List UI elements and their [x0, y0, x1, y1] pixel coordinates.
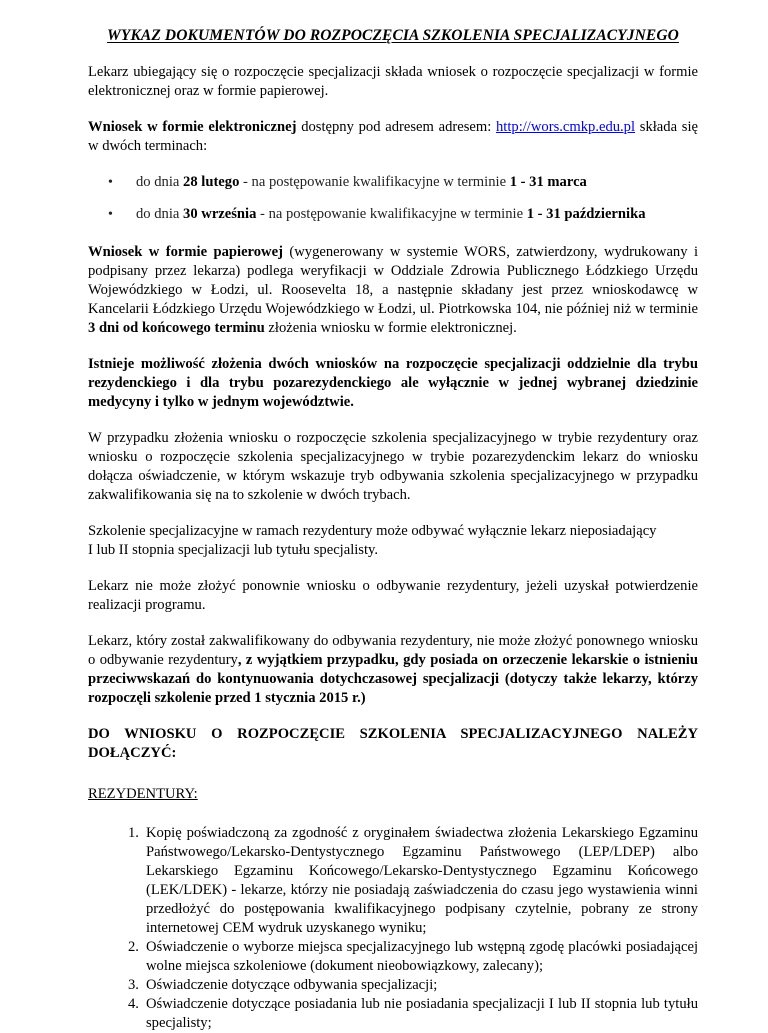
electronic-lead: Wniosek w formie elektronicznej — [88, 119, 297, 135]
no-reapply-paragraph: Lekarz nie może złożyć ponownie wniosku o odbywanie rezydentury, jeżeli uzyskał potwierdzenie realizacji programu. — [88, 578, 698, 613]
list-item: 2. Oświadczenie o wyborze miejsca specjalizacyjnego lub wstępną zgodę placówki posiadającej wolne miejsca szkoleniowe (dokument nieobowiązkowy, zalecany); — [128, 939, 698, 974]
residency-eligibility-paragraph: Szkolenie specjalizacyjne w ramach rezydentury może odbywać wyłącznie lekarz nieposiadający I lub II stopnia specjalizacji lub tytułu specjalisty. — [88, 523, 657, 558]
residency-heading: REZYDENTURY: — [88, 786, 198, 802]
paper-application-paragraph: Wniosek w formie papierowej (wygenerowany w systemie WORS, zatwierdzony, wydrukowany i podpisany przez lekarza) podlega weryfikacji w Oddziale Zdrowia Publicznego Łódzkiego Urzędu Wojewódzkiego w Łodzi, ul. Roosevelta 18, a następnie składany jest przez wnioskodawcę w Kancelarii Łódzkiego Urzędu Wojewódzkiego w Łodzi, ul. Piotrkowska 104, nie później niż w terminie 3 dni od końcowego terminu złożenia wniosku w formie elektronicznej. — [88, 244, 698, 336]
page-title: WYKAZ DOKUMENTÓW DO ROZPOCZĘCIA SZKOLENIA SPECJALIZACYJNEGO — [107, 27, 679, 44]
list-item: 3. Oświadczenie dotyczące odbywania specjalizacji; — [128, 977, 438, 993]
two-applications-paragraph: Istnieje możliwość złożenia dwóch wniosków na rozpoczęcie specjalizacji oddzielnie dla trybu rezydenckiego i dla trybu pozarezydenckiego ale wyłącznie w jednej wybranej dziedzinie medycyny i tylko w jednym województwie. — [88, 356, 698, 410]
list-item: 4. Oświadczenie dotyczące posiadania lub nie posiadania specjalizacji I lub II stopnia lub tytułu specjalisty; — [128, 996, 698, 1031]
list-item: 1. Kopię poświadczoną za zgodność z oryginałem świadectwa złożenia Lekarskiego Egzaminu Państwowego/Lekarsko-Dentystycznego Egzaminu Państwowego (LEP/LDEP) albo Lekarskiego Egzaminu Końcowego/Lekarsko-Dentystycznego Egzaminu Końcowego (LEK/LDEK) - lekarze, którzy nie posiadają zaświadczenia do czasu jego wystawienia winni przedłożyć do postępowania kwalifikacyjnego podpisany czytelnie, pobrany ze strony internetowej CEM wydruk uzyskanego wyniku; — [128, 825, 698, 936]
list-item: • do dnia 28 lutego - na postępowanie kwalifikacyjne w terminie 1 - 31 marca — [88, 173, 698, 192]
exception-paragraph: Lekarz, który został zakwalifikowany do odbywania rezydentury, nie może złożyć ponownego wniosku o odbywanie rezydentury, z wyjątkiem przypadku, gdy posiada on orzeczenie lekarskie o istnieniu przeciwwskazań do kontynuowania dotychczasowej specjalizacji (dotyczy także lekarzy, którzy rozpoczęli szkolenie przed 1 stycznia 2015 r.) — [88, 633, 698, 706]
intro-paragraph: Lekarz ubiegający się o rozpoczęcie specjalizacji składa wniosek o rozpoczęcie specjalizacji w formie elektronicznej oraz w formie papierowej. — [88, 64, 698, 99]
documents-list — [88, 824, 698, 1033]
attachments-heading: DO WNIOSKU O ROZPOCZĘCIE SZKOLENIA SPECJALIZACYJNEGO NALEŻY DOŁĄCZYĆ: — [88, 726, 698, 761]
wors-link[interactable]: http://wors.cmkp.edu.pl — [496, 119, 636, 135]
list-item: • do dnia 30 września - na postępowanie kwalifikacyjne w terminie 1 - 31 października — [88, 205, 698, 224]
electronic-application-paragraph: Wniosek w formie elektronicznej dostępny pod adresem adresem: http://wors.cmkp.edu.pl składa się w dwóch terminach: — [88, 119, 699, 154]
paper-lead: Wniosek w formie papierowej — [88, 244, 283, 260]
deadline-list — [88, 173, 698, 224]
both-modes-paragraph: W przypadku złożenia wniosku o rozpoczęcie szkolenia specjalizacyjnego w trybie rezydentury oraz wniosku o rozpoczęcie szkolenia specjalizacyjnego w trybie pozarezydenckim lekarz do wniosku dołącza oświadczenie, w którym wskazuje tryb odbywania szkolenia specjalizacyjnego w przypadku zakwalifikowania się na to szkolenie w dwóch trybach. — [88, 430, 698, 503]
